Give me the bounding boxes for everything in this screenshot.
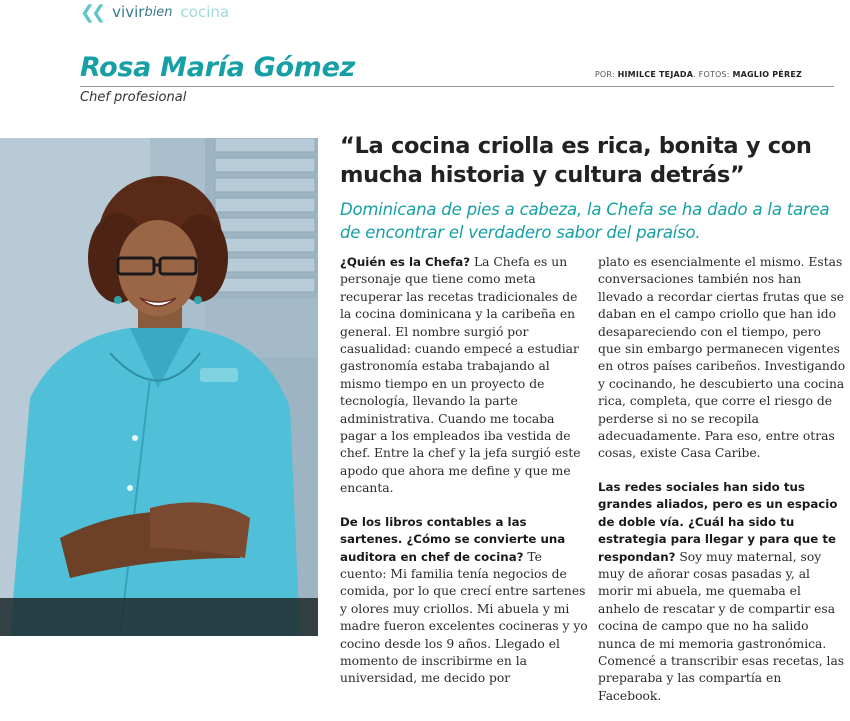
article-headline: “La cocina criolla es rica, bonita y con mucha historia y cultura detrás” <box>340 133 812 188</box>
double-chevron-icon: ❮❮ <box>80 1 103 23</box>
brand-bien: bien <box>144 4 173 20</box>
credits-photo-label: . FOTOS: <box>693 70 730 79</box>
question: De los libros contables a las sartenes. ¿Cómo se convierte una auditora en chef de cocina? <box>340 514 566 564</box>
paragraph <box>340 514 588 688</box>
magazine-brand <box>80 0 229 24</box>
article-column-2 <box>598 254 846 721</box>
answer: Soy muy maternal, soy muy de añorar cosas pasadas y, al morir mi abuela, me quemaba el anhelo de rescatar y de compartir esa cocina de campo que no ha salido nunca de mi memoria gastronómica. Comencé a transcribir esas recetas, las preparaba y las compartía en Facebook. <box>598 549 845 703</box>
question: Las redes sociales han sido tus grandes aliados, pero es un espacio de doble vía. ¿Cuál ha sido tu estrategia para llegar y para que te respondan? <box>598 479 838 564</box>
paragraph <box>598 479 846 705</box>
chef-role: Chef profesional <box>80 90 187 105</box>
brand-vivir: vivir <box>112 3 145 21</box>
credits-by-label: POR: <box>594 70 615 79</box>
section-name: cocina <box>180 3 230 21</box>
answer: La Chefa es un personaje que tiene como meta recuperar las recetas tradicionales de la cocina dominicana y la caribeña en general. El nombre surgió por casualidad: cuando empecé a estudiar gastronomía estaba trabajando al mismo tiempo en un proyecto de tecnología, llevando la parte administrativa. Cuando me tocaba pagar a los empleados iba vestida de chef. Entre la chef y la jefa surgió este apodo que ahora me define y que me encanta. <box>340 255 581 496</box>
article-subhead: Dominicana de pies a cabeza, la Chefa se ha dado a la tarea de encontrar el verdadero sabor del paraíso. <box>340 200 830 242</box>
paragraph <box>598 254 846 463</box>
credits-author: HIMILCE TEJADA <box>617 70 694 79</box>
header-divider <box>80 86 834 87</box>
answer: Te cuento: Mi familia tenía negocios de comida, por lo que crecí entre sartenes y olores muy criollos. Mi abuela y mi madre fueron excelentes cocineras y yo cocino desde los 9 años. Llegado el momento de inscribirme en la universidad, me decido por <box>340 549 588 686</box>
paragraph <box>340 254 588 498</box>
credits-photographer: MAGLIO PÉREZ <box>732 70 802 79</box>
portrait-illustration <box>0 138 318 636</box>
article-column-1 <box>340 254 588 704</box>
answer: plato es esencialmente el mismo. Estas conversaciones también nos han llevado a recordar ciertas frutas que se daban en el campo criollo que han ido desapareciendo con el tiempo, pero que sin embargo permanecen vigentes en otros países caribeños. Investigando y cocinando, he descubierto una cocina rica, completa, que corre el riesgo de perderse si no se recopila adecuadamente. Para eso, entre otras cosas, existe Casa Caribe. <box>598 255 846 461</box>
question: ¿Quién es la Chefa? <box>340 255 471 269</box>
chef-name: Rosa María Gómez <box>80 52 356 83</box>
chef-portrait-photo <box>0 138 318 636</box>
credits <box>595 70 802 79</box>
